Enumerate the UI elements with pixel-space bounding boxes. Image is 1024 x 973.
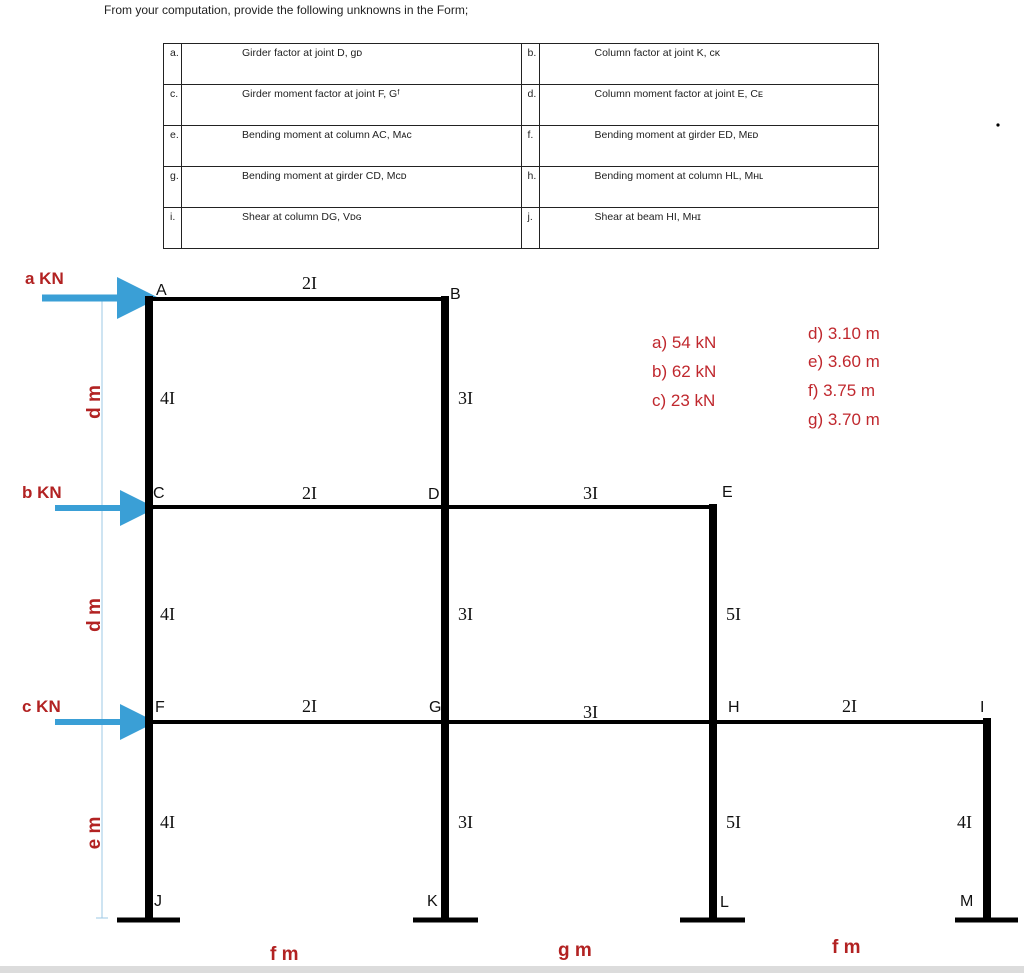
item-description: Bending moment at column AC, Mᴀᴄ (182, 126, 522, 167)
item-letter: a. (164, 44, 182, 85)
node-label-F: F (155, 699, 165, 716)
load-label-b: b KN (22, 483, 62, 502)
node-label-C: C (153, 485, 165, 502)
given-load-b: b) 62 kN (652, 362, 717, 381)
given-dim-f: f) 3.75 m (808, 381, 876, 400)
item-description: Bending moment at column HL, Mʜʟ (539, 167, 879, 208)
item-letter: g. (164, 167, 182, 208)
stray-dot (996, 123, 999, 126)
node-label-G: G (429, 699, 442, 716)
node-label-I: I (980, 699, 985, 716)
stiffness-FG: 2I (302, 696, 317, 716)
stiffness-DG: 3I (458, 604, 473, 624)
given-load-c: c) 23 kN (652, 391, 716, 410)
stiffness-BD: 3I (458, 388, 473, 408)
node-label-K: K (427, 893, 438, 910)
stiffness-AB: 2I (302, 273, 317, 293)
item-letter: b. (521, 44, 539, 85)
item-description: Column moment factor at joint E, Cᴇ (539, 85, 879, 126)
stiffness-GK: 3I (458, 812, 473, 832)
item-description: Bending moment at girder CD, Mᴄᴅ (182, 167, 522, 208)
node-label-M: M (960, 893, 974, 910)
node-label-J: J (154, 893, 162, 910)
stiffness-FJ: 4I (160, 812, 175, 832)
item-letter: h. (521, 167, 539, 208)
item-description: Bending moment at girder ED, Mᴇᴅ (539, 126, 879, 167)
item-description: Shear at beam HI, Mʜɪ (539, 208, 879, 249)
stiffness-HL: 5I (726, 812, 741, 832)
instruction-text: From your computation, provide the following unknowns in the Form; (104, 3, 469, 17)
item-letter: d. (521, 85, 539, 126)
dim-label-d2: d m (84, 598, 105, 632)
node-label-E: E (722, 484, 733, 501)
stiffness-AC: 4I (160, 388, 175, 408)
stiffness-DE: 3I (583, 483, 598, 503)
given-dim-g: g) 3.70 m (808, 410, 880, 429)
stiffness-CF: 4I (160, 604, 175, 624)
dim-label-e: e m (84, 816, 105, 850)
item-letter: c. (164, 85, 182, 126)
stiffness-IM: 4I (957, 812, 972, 832)
item-letter: i. (164, 208, 182, 249)
stiffness-HI: 2I (842, 696, 857, 716)
dim-label-d1: d m (84, 385, 105, 419)
stiffness-CD: 2I (302, 483, 317, 503)
node-label-B: B (450, 286, 461, 303)
dim-label-f2: f m (832, 937, 861, 958)
item-description: Shear at column DG, Vᴅɢ (182, 208, 522, 249)
node-label-L: L (720, 894, 729, 911)
dim-label-g: g m (558, 940, 592, 961)
item-letter: f. (521, 126, 539, 167)
item-letter: e. (164, 126, 182, 167)
stiffness-GH: 3I (583, 702, 598, 722)
load-label-c: c KN (22, 697, 61, 716)
stiffness-EH: 5I (726, 604, 741, 624)
bottom-scroll-bar (0, 966, 1024, 973)
node-label-H: H (728, 699, 740, 716)
item-description: Girder factor at joint D, gᴅ (182, 44, 522, 85)
item-description: Girder moment factor at joint F, Gᶠ (182, 85, 522, 126)
dim-label-f1: f m (270, 944, 299, 965)
given-load-a: a) 54 kN (652, 333, 717, 352)
item-letter: j. (521, 208, 539, 249)
given-dim-d: d) 3.10 m (808, 324, 880, 343)
given-dim-e: e) 3.60 m (808, 352, 880, 371)
item-description: Column factor at joint K, cᴋ (539, 44, 879, 85)
node-label-A: A (156, 282, 167, 299)
node-label-D: D (428, 486, 440, 503)
load-label-a: a KN (25, 269, 64, 288)
